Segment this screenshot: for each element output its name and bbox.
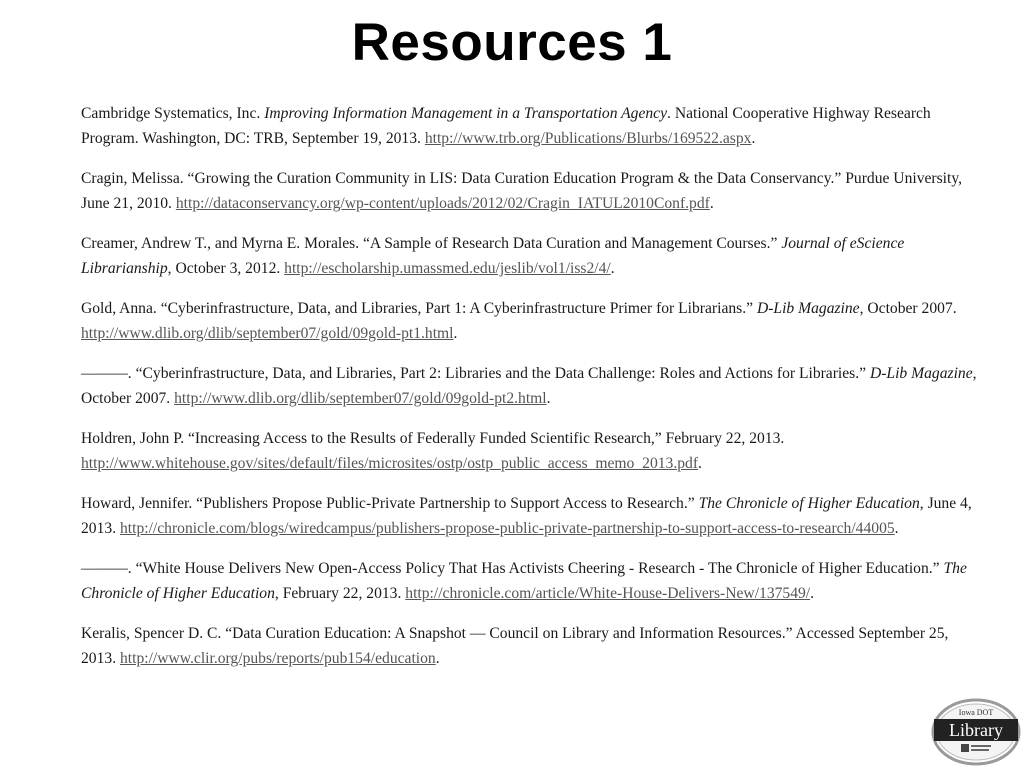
logo-top-text: Iowa DOT: [958, 708, 994, 717]
reference-text: Holdren, John P. “Increasing Access to the Results of Federally Funded Scientific Research,” February 22, 2013.: [81, 430, 785, 447]
reference-text: Gold, Anna. “Cyberinfrastructure, Data, and Libraries, Part 1: A Cyberinfrastructure Primer for Librarians.”: [81, 300, 757, 317]
reference-entry: [81, 426, 986, 476]
reference-text: .: [709, 195, 714, 212]
iowa-dot-library-logo: [931, 698, 1021, 766]
reference-text: .: [453, 325, 458, 342]
reference-link[interactable]: http://www.whitehouse.gov/sites/default/files/microsites/ostp/ostp_public_access_memo_2013.pdf: [81, 455, 699, 472]
reference-publication-title: D-Lib Magazine: [756, 300, 860, 317]
reference-text: Howard, Jennifer. “Publishers Propose Public-Private Partnership to Support Access to Research.”: [81, 495, 699, 512]
reference-publication-title: D-Lib Magazine: [869, 365, 973, 382]
reference-list: [81, 101, 986, 686]
reference-publication-title: Journal of eScience Librarianship: [81, 235, 905, 277]
reference-publication-title: The Chronicle of Higher Education: [81, 560, 967, 602]
reference-link[interactable]: http://escholarship.umassmed.edu/jeslib/vol1/iss2/4/: [284, 260, 611, 277]
reference-text: ———. “White House Delivers New Open-Access Policy That Has Activists Cheering - Research - The Chronicle of Higher Education.”: [81, 560, 944, 577]
reference-link[interactable]: http://www.dlib.org/dlib/september07/gold/09gold-pt2.html: [174, 390, 547, 407]
reference-publication-title: The Chronicle of Higher Education: [698, 495, 920, 512]
reference-text: .: [435, 650, 440, 667]
reference-text: Creamer, Andrew T., and Myrna E. Morales. “A Sample of Research Data Curation and Management Courses.”: [81, 235, 782, 252]
reference-text: .: [546, 390, 551, 407]
reference-link[interactable]: http://chronicle.com/blogs/wiredcampus/publishers-propose-public-private-partnership-to-support-access-to-research/44005: [119, 520, 895, 537]
reference-entry: [81, 231, 986, 281]
reference-text: .: [894, 520, 899, 537]
reference-entry: [81, 166, 986, 216]
reference-link[interactable]: http://dataconservancy.org/wp-content/uploads/2012/02/Cragin_IATUL2010Conf.pdf: [175, 195, 710, 212]
reference-entry: [81, 361, 986, 411]
reference-text: , February 22, 2013.: [274, 585, 406, 602]
reference-text: , October 2007.: [81, 365, 977, 407]
reference-entry: [81, 101, 986, 151]
reference-text: Cragin, Melissa. “Growing the Curation Community in LIS: Data Curation Education Program & the Data Conservancy.” Purdue University, June 21, 2010.: [81, 170, 963, 212]
reference-entry: [81, 296, 986, 346]
reference-publication-title: Improving Information Management in a Transportation Agency: [264, 105, 668, 122]
reference-link[interactable]: http://www.trb.org/Publications/Blurbs/169522.aspx: [424, 130, 752, 147]
reference-text: . National Cooperative Highway Research Program. Washington, DC: TRB, September 19, 2013.: [81, 105, 931, 147]
reference-entry: [81, 621, 986, 671]
reference-text: ———. “Cyberinfrastructure, Data, and Libraries, Part 2: Libraries and the Data Challenge: Roles and Actions for Libraries.”: [81, 365, 870, 382]
reference-text: .: [751, 130, 756, 147]
reference-text: .: [810, 585, 815, 602]
slide-title: Resources 1: [351, 13, 673, 72]
logo-main-text: Library: [949, 720, 1003, 740]
reference-link[interactable]: http://chronicle.com/article/White-House-Delivers-New/137549/: [405, 585, 811, 602]
reference-text: , October 2007.: [859, 300, 957, 317]
reference-text: .: [610, 260, 615, 277]
reference-entry: [81, 556, 986, 606]
reference-link[interactable]: http://www.dlib.org/dlib/september07/gold/09gold-pt1.html: [81, 325, 454, 342]
reference-text: Keralis, Spencer D. C. “Data Curation Education: A Snapshot — Council on Library and Information Resources.” Accessed September 25, 2013.: [81, 625, 949, 667]
reference-link[interactable]: http://www.clir.org/pubs/reports/pub154/education: [119, 650, 436, 667]
reference-text: , June 4, 2013.: [81, 495, 972, 537]
reference-text: Cambridge Systematics, Inc.: [81, 105, 265, 122]
reference-text: , October 3, 2012.: [167, 260, 285, 277]
reference-entry: [81, 491, 986, 541]
reference-text: .: [698, 455, 702, 472]
